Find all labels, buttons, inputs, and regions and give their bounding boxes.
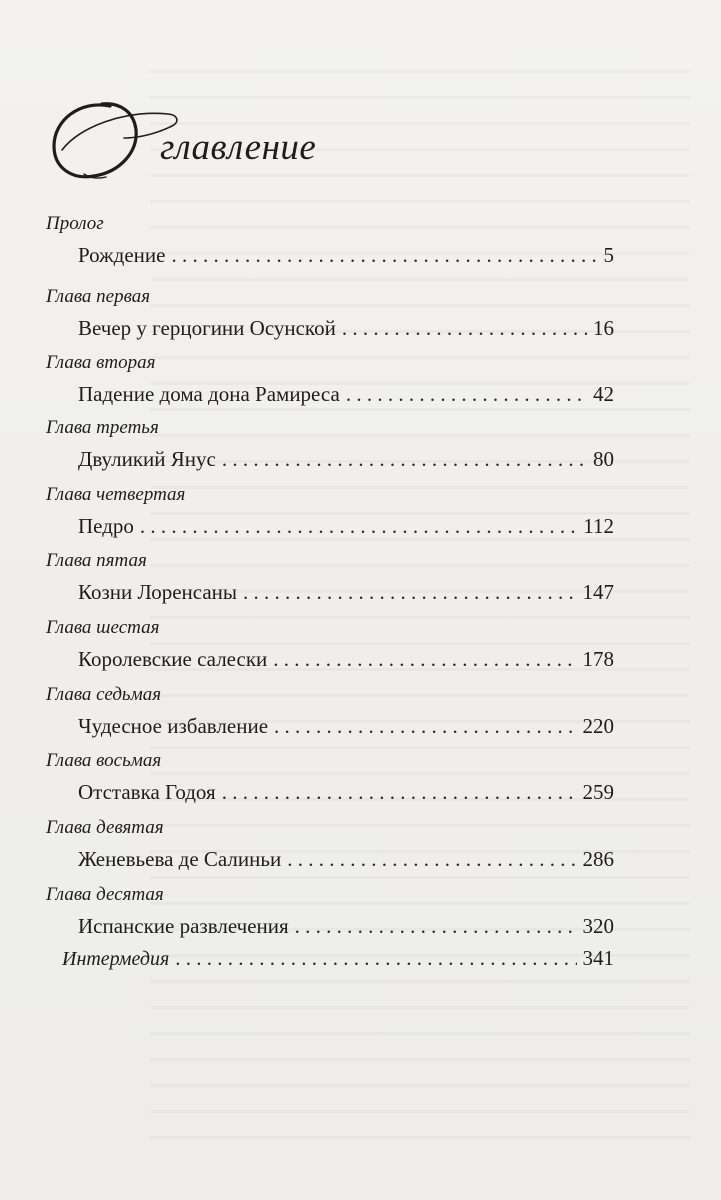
- chapter-label: Глава седьмая: [46, 684, 162, 705]
- chapter-title: Рождение: [78, 243, 166, 267]
- toc-line: [78, 514, 614, 539]
- dot-leader: [274, 714, 576, 739]
- chapter-label: Глава пятая: [46, 550, 147, 571]
- chapter-label: Глава десятая: [46, 884, 164, 905]
- toc-line: [78, 447, 614, 472]
- dot-leader: [273, 647, 576, 672]
- chapter-label: Глава вторая: [46, 352, 156, 373]
- dot-leader: [243, 580, 576, 605]
- toc-line: [78, 382, 614, 407]
- dot-leader: [140, 514, 577, 539]
- page-number: 5: [603, 243, 614, 267]
- page-number: 112: [583, 514, 614, 538]
- chapter-title: Вечер у герцогини Осунской: [78, 316, 336, 340]
- toc-line: [78, 780, 614, 805]
- chapter-title: Чудесное избавление: [78, 714, 269, 738]
- chapter-label: Глава четвертая: [46, 484, 186, 505]
- page-number: 341: [582, 946, 614, 970]
- toc-line: [78, 647, 614, 672]
- toc-line: [78, 243, 614, 268]
- toc-line: [78, 316, 614, 341]
- bleed-through-texture: [150, 70, 690, 1150]
- chapter-label: Глава третья: [46, 417, 159, 438]
- dot-leader: [342, 316, 587, 341]
- dot-leader: [171, 243, 597, 268]
- page-number: 259: [582, 780, 614, 804]
- page-number: 147: [582, 580, 614, 604]
- chapter-label: Пролог: [46, 213, 104, 234]
- chapter-title: Падение дома дона Рамиреса: [78, 382, 340, 406]
- toc-line: [78, 914, 614, 939]
- chapter-label: Глава шестая: [46, 617, 160, 638]
- chapter-title: Женевьева де Салиньи: [78, 847, 282, 871]
- chapter-title: Интермедия: [62, 948, 170, 970]
- chapter-title: Испанские развлечения: [78, 914, 289, 938]
- page-number: 80: [593, 447, 614, 471]
- dot-leader: [222, 447, 587, 472]
- chapter-label: Глава девятая: [46, 817, 164, 838]
- chapter-title: Двуликий Янус: [78, 447, 216, 471]
- toc-line: [78, 714, 614, 739]
- page-number: 178: [582, 647, 614, 671]
- toc-line: [78, 580, 614, 605]
- dot-leader: [175, 946, 576, 971]
- dot-leader: [222, 780, 577, 805]
- page-number: 220: [582, 714, 614, 738]
- title-text: главление: [160, 127, 317, 168]
- chapter-title: Педро: [78, 514, 134, 538]
- page-number: 42: [593, 382, 614, 406]
- toc-line: [78, 847, 614, 872]
- chapter-label: Глава первая: [46, 286, 151, 307]
- chapter-title: Королевские салески: [78, 647, 268, 671]
- chapter-title: Козни Лоренсаны: [78, 580, 238, 604]
- page-number: 16: [593, 316, 614, 340]
- page-number: 286: [582, 847, 614, 871]
- dot-leader: [346, 382, 587, 407]
- toc-line: [62, 946, 614, 971]
- page-title: [40, 92, 460, 192]
- page-number: 320: [582, 914, 614, 938]
- dot-leader: [295, 914, 577, 939]
- chapter-title: Отставка Годоя: [78, 780, 216, 804]
- dot-leader: [287, 847, 576, 872]
- chapter-label: Глава восьмая: [46, 750, 162, 771]
